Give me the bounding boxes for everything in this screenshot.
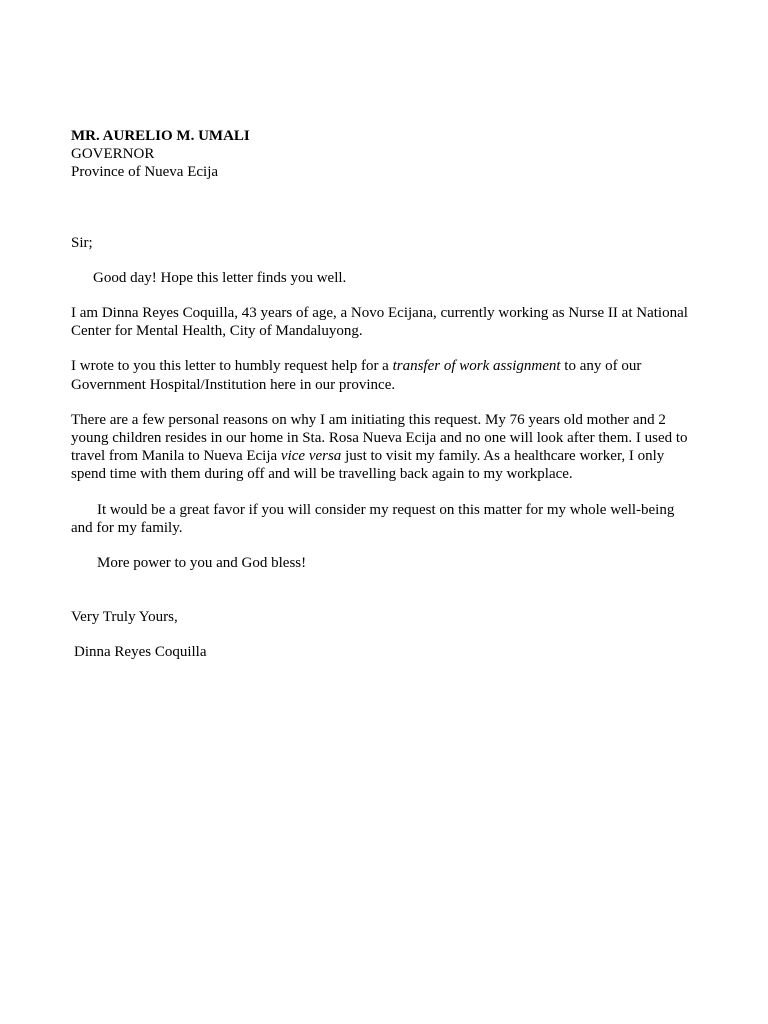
request-text-before: I wrote to you this letter to humbly request help for a	[71, 358, 393, 375]
favor-paragraph: It would be a great favor if you will consider my request on this matter for my whole well-being and for my family.	[71, 501, 675, 536]
recipient-block	[71, 127, 696, 182]
blessing-paragraph: More power to you and God bless!	[97, 555, 307, 572]
closing-line: Very Truly Yours,	[71, 609, 178, 626]
reasons-emphasis: vice versa	[280, 448, 342, 465]
intro-paragraph: I am Dinna Reyes Coquilla, 43 years of age, a Novo Ecijana, currently working as Nurse II at National Center for Mental Health, City of Mandaluyong.	[71, 305, 688, 340]
reasons-paragraph	[71, 411, 696, 484]
recipient-office: Province of Nueva Ecija	[71, 164, 219, 181]
recipient-name: MR. AURELIO M. UMALI	[71, 128, 250, 144]
request-text-after: to any of our Government Hospital/Institution here in our province.	[71, 358, 642, 393]
request-paragraph	[71, 357, 696, 393]
letter-body	[71, 127, 696, 662]
request-emphasis: transfer of work assignment	[392, 358, 561, 375]
reasons-text-before: There are a few personal reasons on why I am initiating this request. My 76 years old mother and 2 young children resides in our home in Sta. Rosa Nueva Ecija and no one will look after them. I used to travel from Manila to Nueva Ecija	[71, 411, 688, 465]
salutation: Sir;	[71, 234, 93, 251]
signature-name: Dinna Reyes Coquilla	[74, 644, 207, 661]
greeting-paragraph: Good day! Hope this letter finds you well.	[93, 269, 347, 286]
reasons-text-after: just to visit my family. As a healthcare worker, I only spend time with them during off and will be travelling back again to my workplace.	[71, 448, 665, 483]
recipient-title: GOVERNOR	[71, 146, 155, 163]
